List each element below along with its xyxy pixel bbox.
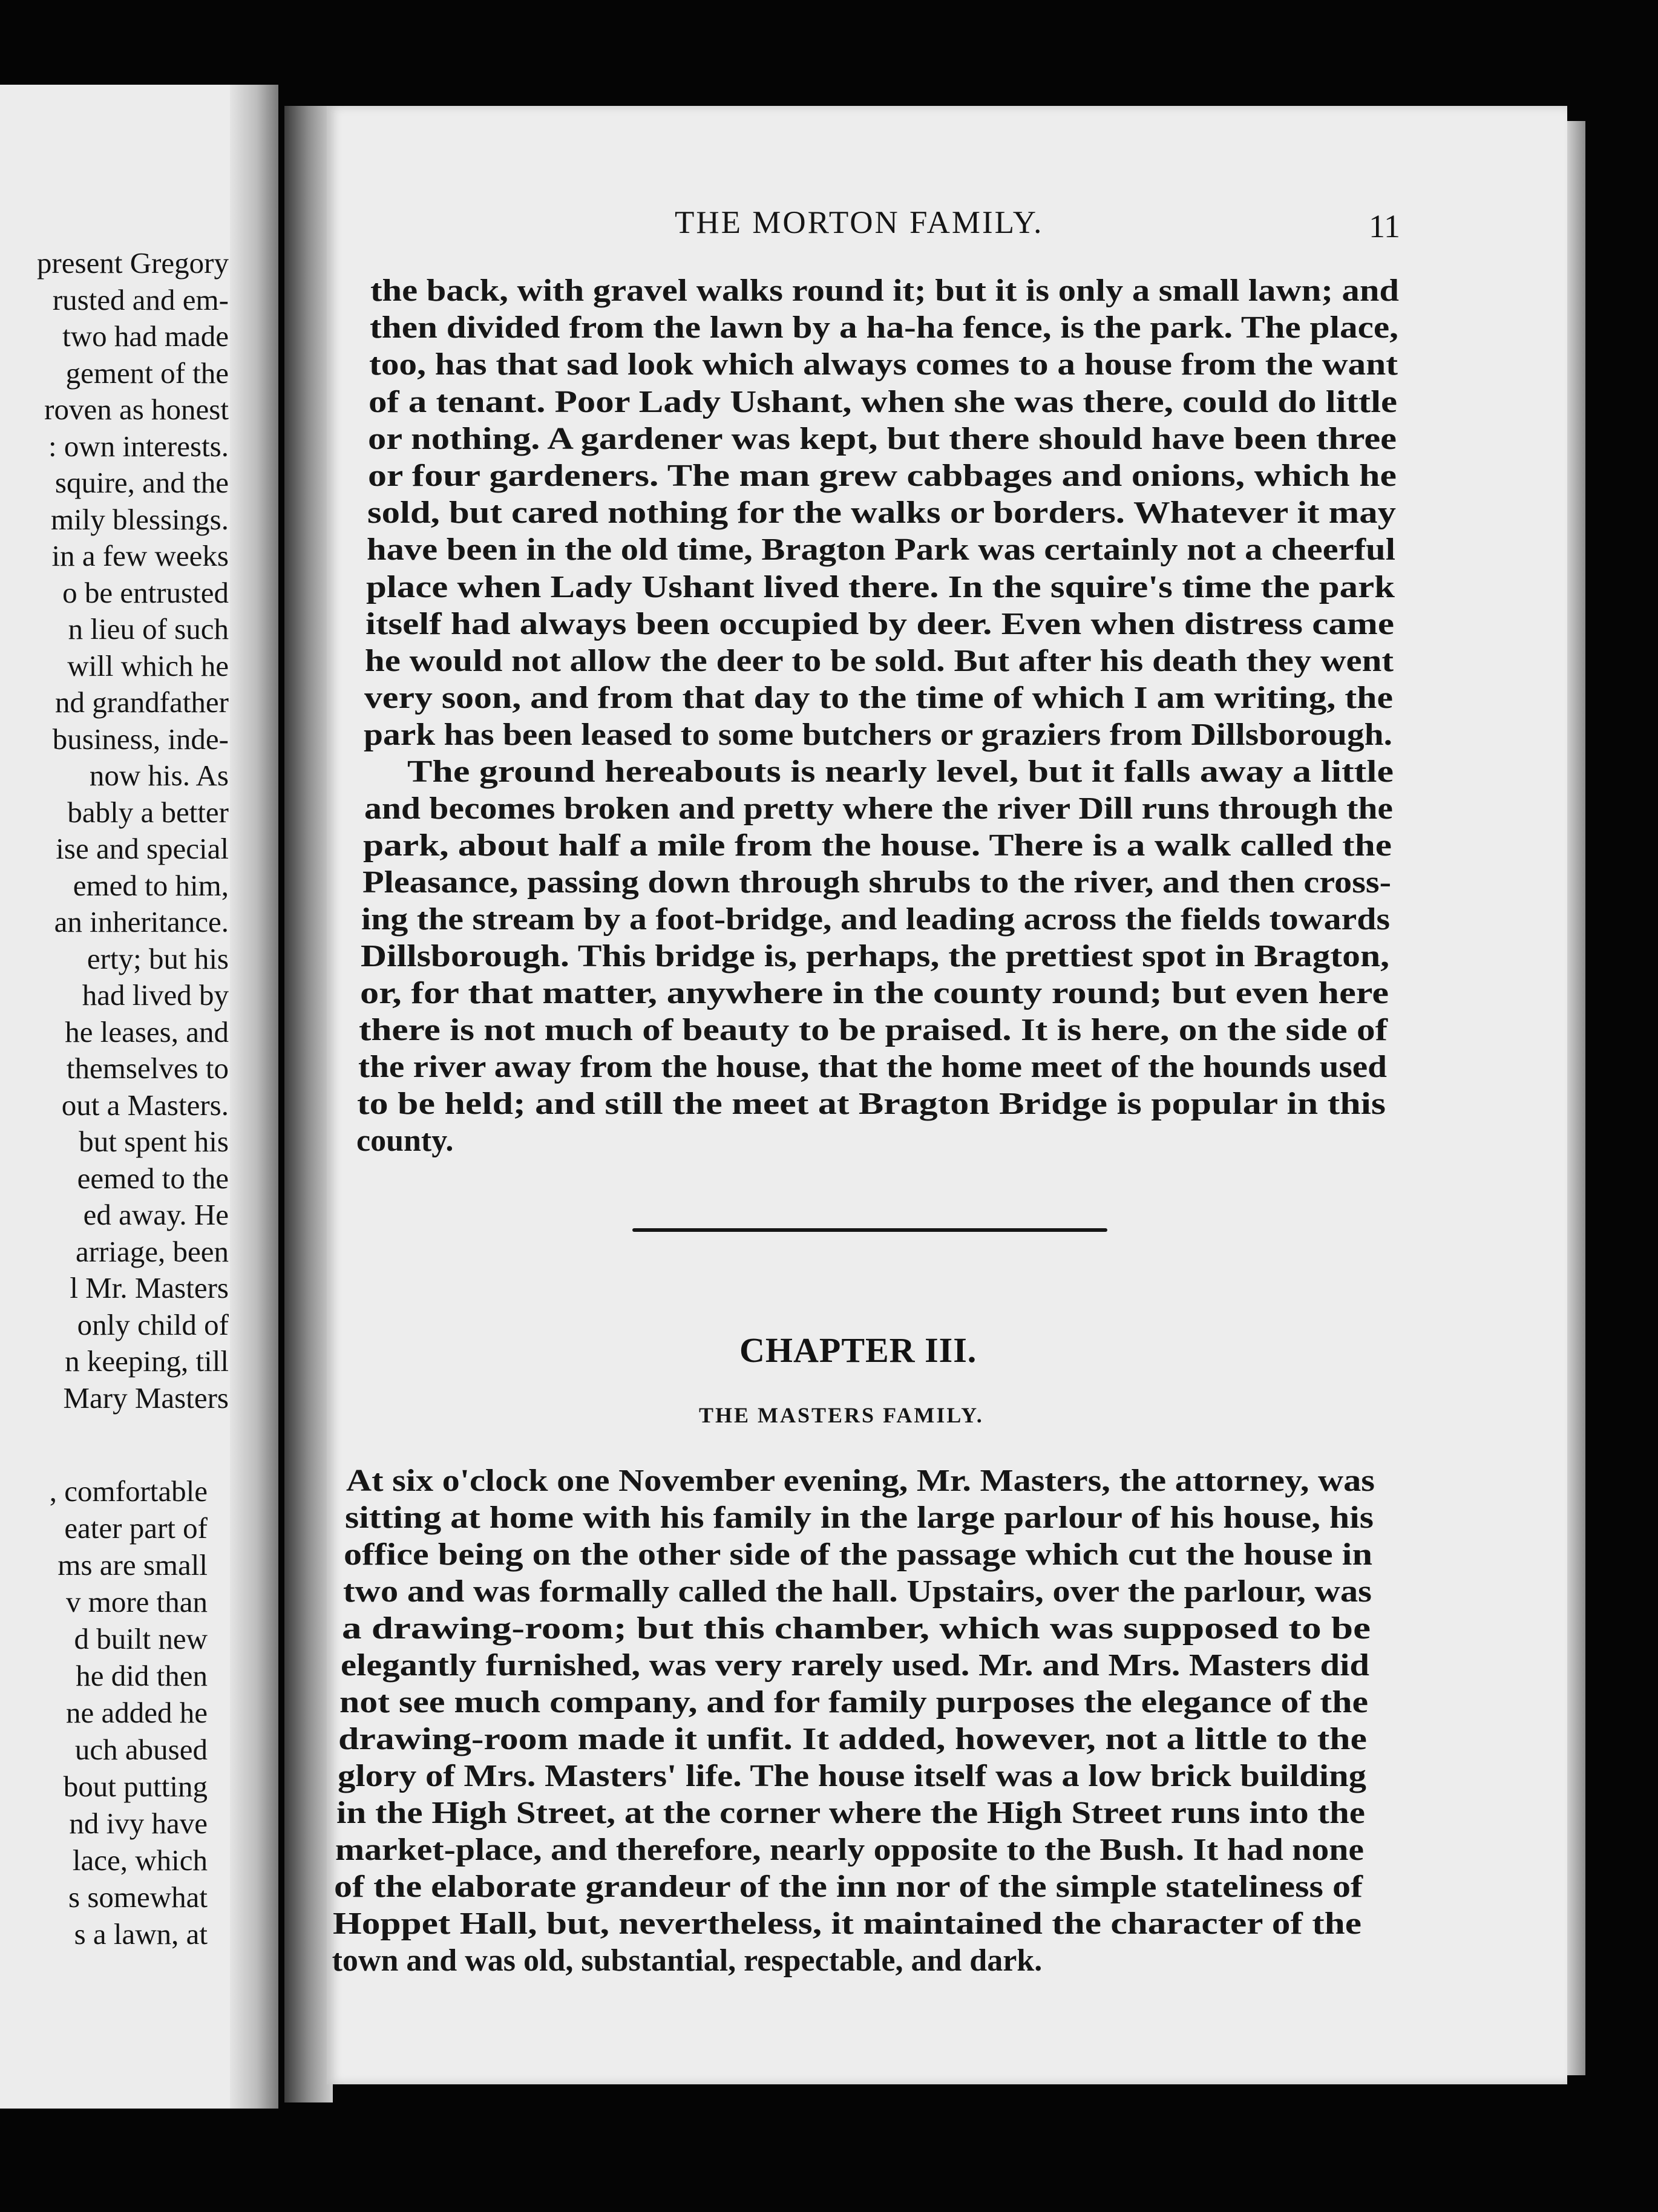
- paragraph-line: not see much company, and for family purposes the elegance of the: [339, 1685, 1369, 1720]
- left-page-line: squire, and the: [54, 466, 229, 499]
- left-page-line: nd grandfather: [54, 686, 229, 719]
- left-page-line: roven as honest: [44, 393, 229, 426]
- left-page-line: had lived by: [82, 978, 229, 1012]
- paragraph-line: in the High Street, at the corner where the High Street runs into the: [336, 1796, 1365, 1830]
- paragraph-line: park has been leased to some butchers or graziers from Dillsborough.: [364, 718, 1393, 753]
- left-page-line: uch abused: [74, 1733, 208, 1766]
- left-page-line: themselves to: [66, 1052, 229, 1085]
- left-page-line: but spent his: [79, 1125, 229, 1158]
- page-number: 11: [1369, 208, 1400, 244]
- left-page-line: gement of the: [65, 356, 229, 390]
- chapter-title: CHAPTER III.: [739, 1330, 977, 1370]
- left-page-line: n lieu of such: [68, 612, 229, 646]
- left-page-line: ne added he: [66, 1696, 208, 1729]
- paragraph-line: town and was old, substantial, respectable, and dark.: [332, 1943, 1043, 1978]
- left-page-line: bout putting: [63, 1770, 208, 1803]
- paragraph-line: sitting at home with his family in the large parlour of his house, his: [345, 1500, 1374, 1535]
- left-page-line: out a Masters.: [61, 1088, 229, 1122]
- paragraph-line: glory of Mrs. Masters' life. The house itself was a low brick building: [337, 1759, 1366, 1793]
- left-page-line: s a lawn, at: [74, 1917, 208, 1951]
- paragraph-line: Pleasance, passing down through shrubs to the river, and then cross-: [362, 865, 1391, 900]
- left-page-line: ms are small: [57, 1548, 208, 1582]
- left-page-line: now his. As: [89, 759, 229, 792]
- paragraph-line: or nothing. A gardener was kept, but there should have been three: [368, 421, 1397, 456]
- paragraph-line: there is not much of beauty to be praised. It is here, on the side of: [359, 1013, 1388, 1047]
- paragraph-line: or, for that matter, anywhere in the county round; but even here: [359, 976, 1389, 1010]
- paragraph-line: the back, with gravel walks round it; but it is only a small lawn; and: [370, 273, 1399, 308]
- left-page-line: arriage, been: [76, 1234, 229, 1268]
- left-page-line: in a few weeks: [51, 539, 229, 572]
- left-page-line: l Mr. Masters: [70, 1271, 229, 1304]
- right-page-edge: [1567, 121, 1585, 2075]
- paragraph-line: to be held; and still the meet at Bragton Bridge is popular in this: [357, 1087, 1386, 1121]
- paragraph-line: the river away from the house, that the home meet of the hounds used: [358, 1050, 1387, 1084]
- left-page-line: n keeping, till: [65, 1344, 229, 1378]
- left-page-line: an inheritance.: [54, 905, 229, 938]
- left-page-line: he did then: [76, 1659, 208, 1692]
- book-spine: [284, 106, 333, 2102]
- section-divider-rule: [632, 1228, 1107, 1232]
- paragraph-line: very soon, and from that day to the time of which I am writing, the: [364, 681, 1394, 716]
- left-page-line: bably a better: [67, 795, 229, 829]
- paragraph-line: of the elaborate grandeur of the inn nor of the simple stateliness of: [334, 1870, 1363, 1904]
- left-page-line: lace, which: [72, 1844, 208, 1877]
- left-page-line: only child of: [77, 1307, 229, 1341]
- left-page-line: he leases, and: [65, 1015, 229, 1049]
- left-page-line: business, inde-: [52, 722, 229, 756]
- chapter-subtitle: THE MASTERS FAMILY.: [699, 1403, 984, 1427]
- paragraph-line: of a tenant. Poor Lady Ushant, when she was there, could do little: [369, 384, 1398, 419]
- left-page-line: eater part of: [64, 1511, 208, 1545]
- paragraph-line: sold, but cared nothing for the walks or borders. Whatever it may: [367, 496, 1396, 531]
- paragraph-line: elegantly furnished, was very rarely used. Mr. and Mrs. Masters did: [341, 1648, 1369, 1683]
- left-page-line: s somewhat: [68, 1880, 208, 1914]
- left-page-line: ise and special: [56, 832, 229, 865]
- left-page-line: mily blessings.: [50, 502, 229, 536]
- left-page-line: nd ivy have: [69, 1807, 208, 1840]
- left-page-line: Mary Masters: [63, 1381, 229, 1415]
- left-page-gutter-shadow: [230, 85, 278, 2109]
- left-page-line: present Gregory: [36, 246, 229, 280]
- paragraph-line: Hoppet Hall, but, nevertheless, it maintained the character of the: [333, 1906, 1362, 1941]
- left-page-line: rusted and em-: [52, 283, 229, 316]
- paragraph-line: Dillsborough. This bridge is, perhaps, the prettiest spot in Bragton,: [361, 939, 1389, 973]
- paragraph-line: he would not allow the deer to be sold. But after his death they went: [365, 644, 1394, 678]
- paragraph-line: county.: [356, 1124, 454, 1158]
- paragraph-line: office being on the other side of the passage which cut the house in: [344, 1537, 1373, 1572]
- paragraph-line: too, has that sad look which always comes to a house from the want: [369, 347, 1398, 382]
- left-page-line: two had made: [62, 319, 229, 353]
- left-page-line: , comfortable: [49, 1474, 208, 1508]
- paragraph-line: then divided from the lawn by a ha-ha fence, is the park. The place,: [370, 310, 1399, 345]
- paragraph-line: and becomes broken and pretty where the river Dill runs through the: [364, 791, 1393, 826]
- paragraph-line: two and was formally called the hall. Upstairs, over the parlour, was: [342, 1574, 1372, 1609]
- left-page-line: erty; but his: [87, 941, 229, 975]
- left-page-line: eemed to the: [77, 1161, 229, 1195]
- paragraph-line: At six o'clock one November evening, Mr. Masters, the attorney, was: [346, 1464, 1375, 1498]
- left-page-line: ed away. He: [83, 1198, 229, 1231]
- paragraph-line: place when Lady Ushant lived there. In the squire's time the park: [365, 569, 1395, 604]
- paragraph-line: The ground hereabouts is nearly level, but it falls away a little: [407, 754, 1394, 789]
- paragraph-line: market-place, and therefore, nearly opposite to the Bush. It had none: [335, 1833, 1364, 1867]
- running-head: THE MORTON FAMILY.: [675, 205, 1044, 240]
- paragraph-line: have been in the old time, Bragton Park was certainly not a cheerful: [366, 532, 1395, 568]
- left-page-line: d built new: [74, 1622, 208, 1655]
- paragraph-line: drawing-room made it unfit. It added, however, not a little to the: [338, 1722, 1368, 1756]
- left-page-line: will which he: [67, 649, 229, 682]
- left-page-line: v more than: [65, 1585, 208, 1618]
- paragraph-line: itself had always been occupied by deer. Even when distress came: [365, 606, 1394, 641]
- paragraph-line: a drawing-room; but this chamber, which was supposed to be: [341, 1611, 1371, 1646]
- paragraph-line: ing the stream by a foot-bridge, and leading across the fields towards: [361, 902, 1391, 937]
- left-page-line: emed to him,: [73, 868, 229, 902]
- left-page-line: o be entrusted: [62, 575, 229, 609]
- paragraph-line: or four gardeners. The man grew cabbages and onions, which he: [367, 459, 1397, 493]
- left-page-line: : own interests.: [48, 429, 229, 463]
- paragraph-line: park, about half a mile from the house. There is a walk called the: [363, 828, 1392, 863]
